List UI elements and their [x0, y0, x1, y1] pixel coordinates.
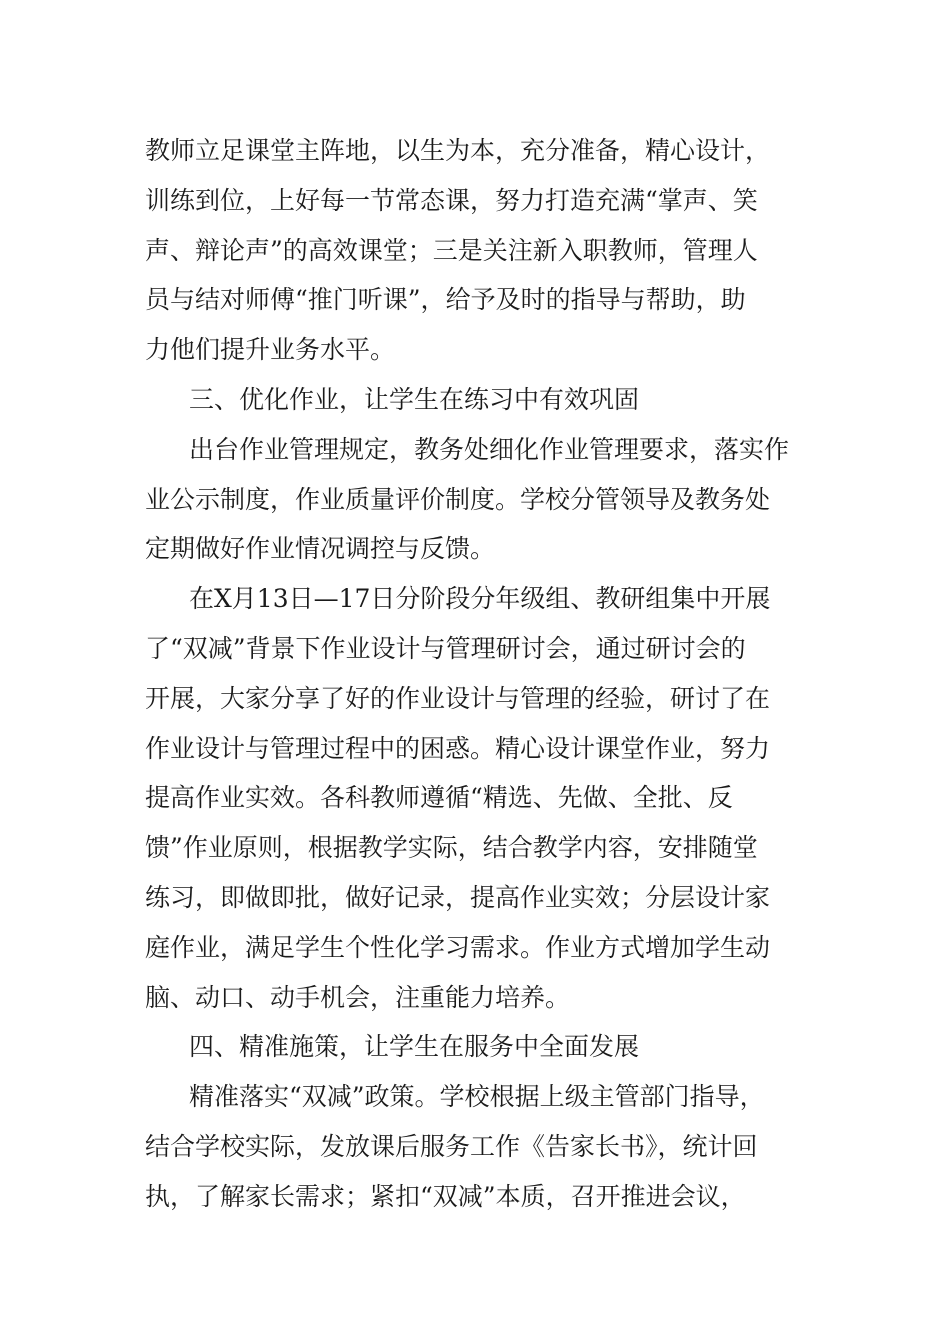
document-body: [145, 126, 810, 1222]
text-line: 了“双减”背景下作业设计与管理研讨会，通过研讨会的: [145, 633, 746, 663]
text-line: 执，了解家长需求；紧扣“双减”本质，召开推进会议，: [145, 1181, 746, 1211]
section-heading-3: 三、优化作业，让学生在练习中有效巩固: [189, 384, 640, 414]
text-line: 馈”作业原则，根据教学实际，结合教学内容，安排随堂: [145, 833, 758, 863]
text-line: 出台作业管理规定，教务处细化作业管理要求，落实作: [189, 434, 790, 464]
text-line: 脑、动口、动手机会，注重能力培养。: [145, 982, 571, 1012]
text-line: 作业设计与管理过程中的困惑。精心设计课堂作业，努力: [145, 733, 771, 763]
text-line: 提高作业实效。各科教师遵循“精选、先做、全批、反: [145, 783, 733, 813]
text-line: 员与结对师傅“推门听课”，给予及时的指导与帮助，助: [145, 285, 746, 315]
text-line: 练习，即做即批，做好记录，提高作业实效；分层设计家: [145, 882, 771, 912]
text-line: 定期做好作业情况调控与反馈。: [145, 534, 496, 564]
text-line: 声、辩论声”的高效课堂；三是关注新入职教师，管理人: [145, 235, 758, 265]
text-line: 精准落实“双减”政策。学校根据上级主管部门指导，: [189, 1082, 765, 1112]
text-line: 训练到位，上好每一节常态课，努力打造充满“掌声、笑: [145, 185, 758, 215]
text-line: 结合学校实际，发放课后服务工作《告家长书》，统计回: [145, 1131, 758, 1161]
text-line: 业公示制度，作业质量评价制度。学校分管领导及教务处: [145, 484, 771, 514]
text-line: 开展，大家分享了好的作业设计与管理的经验，研讨了在: [145, 683, 771, 713]
section-heading-4: 四、精准施策，让学生在服务中全面发展: [189, 1032, 640, 1062]
text-line: 力他们提升业务水平。: [145, 335, 396, 365]
text-line: 庭作业，满足学生个性化学习需求。作业方式增加学生动: [145, 932, 771, 962]
text-line: 在X月13日—17日分阶段分年级组、教研组集中开展: [189, 584, 771, 614]
text-line: 教师立足课堂主阵地，以生为本，充分准备，精心设计，: [145, 136, 771, 165]
